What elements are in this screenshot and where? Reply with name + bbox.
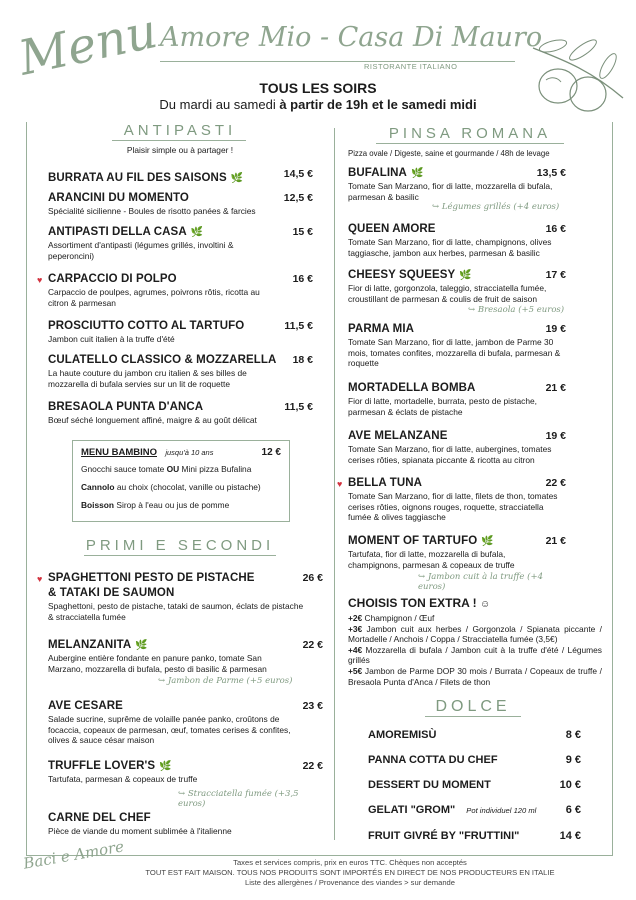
item-description: Tomate San Marzano, fior di latte, filets de thon, tomates cerises rôties, oignons rouges, roquette, stracciatella fumée & olives taggiasche xyxy=(348,491,558,523)
schedule-title: TOUS LES SOIRS xyxy=(259,80,377,96)
primi-item-carne-del-chef xyxy=(48,812,323,837)
item-name: BURRATA AU FIL DES SAISONS xyxy=(48,172,227,184)
item-price: 19 € xyxy=(545,323,566,335)
kids-dessert-text: au choix (chocolat, vanille ou pistache) xyxy=(114,482,261,492)
item-description: La haute couture du jambon cru italien & ses billes de mozzarella di bufala servies sur un lit de roquette xyxy=(48,368,247,389)
item-name: CARPACCIO DI POLPO xyxy=(48,273,177,285)
antipasti-title: ANTIPASTI xyxy=(123,122,237,139)
item-name xyxy=(348,269,566,281)
leaf-icon: 🌿 xyxy=(459,270,472,281)
item-price: 16 € xyxy=(545,223,566,235)
primi-title-underline xyxy=(84,555,276,556)
leaf-icon: 🌿 xyxy=(159,761,172,772)
item-price: 16 € xyxy=(292,273,313,285)
dolce-title: DOLCE xyxy=(435,698,511,715)
item-description: Tomate San Marzano, fior di latte, aubergines, tomates cerises rôties, spianata piccante & ricotta au citron xyxy=(348,444,552,465)
footer-signature: Baci e Amore xyxy=(22,837,126,873)
primi-item-melanzanita xyxy=(48,639,323,686)
item-description: Spécialité sicilienne - Boules de risotto panées & farcies xyxy=(48,206,256,216)
extras-text: Mozzarella di bufala / Jambon cuit à la truffe d'été / Légumes grillés xyxy=(348,644,602,666)
kids-menu-age: jusqu'à 10 ans xyxy=(165,448,214,457)
pinsa-item-cheesy-squeesy xyxy=(348,269,566,315)
item-name: PARMA MIA xyxy=(348,323,415,335)
extras-title-text: CHOISIS TON EXTRA ! xyxy=(348,596,477,610)
pinsa-item-mortadella-bomba xyxy=(348,382,566,417)
item-price: 18 € xyxy=(292,354,313,366)
item-name: PANNA COTTA DU CHEF xyxy=(368,754,498,766)
kids-menu-title: MENU BAMBINO xyxy=(81,447,157,458)
item-price: 6 € xyxy=(565,804,581,816)
pinsa-intro: Pizza ovale / Digeste, saine et gourmande / 48h de levage xyxy=(348,149,550,158)
right-border-line xyxy=(612,122,613,856)
item-extra-note: ↪ Jambon cuit à la truffe (+4 euros) xyxy=(418,572,543,593)
extras-price: +4€ xyxy=(348,644,363,655)
item-subtext: Pot individuel 120 ml xyxy=(466,806,537,815)
extras-line xyxy=(348,613,602,624)
item-name: AMOREMISÙ xyxy=(368,729,437,741)
item-price: 10 € xyxy=(559,779,581,791)
item-description: Fior di latte, gorgonzola, taleggio, stracciatella fumée, croustillant de parmesan & coulis de fruit de saison xyxy=(348,283,547,304)
item-price: 19 € xyxy=(545,430,566,442)
item-description: Salade sucrine, suprême de volaille panée panko, croûtons de focaccia, copeaux de parmesan, œuf, tomates cerises & confites, olives & sauce césar maison xyxy=(48,714,291,746)
footer-homemade-note: TOUT EST FAIT MAISON. TOUS NOS PRODUITS SONT IMPORTÉS EN DIRECT DE NOS PRODUCTEURS EN ITALIE xyxy=(145,868,555,877)
item-name xyxy=(348,535,566,547)
item-name xyxy=(48,639,323,651)
heart-icon: ♥ xyxy=(37,574,43,584)
extras-title xyxy=(348,596,602,610)
item-price: 12,5 € xyxy=(283,192,313,204)
item-name: SPAGHETTONI PESTO DE PISTACHE xyxy=(48,572,255,584)
heart-icon: ♥ xyxy=(37,275,43,285)
item-name-text: MOMENT OF TARTUFO xyxy=(348,535,478,547)
pinsa-item-ave-melanzane xyxy=(348,430,566,465)
item-name: CARNE DEL CHEF xyxy=(48,812,151,824)
kids-menu-price: 12 € xyxy=(261,447,281,458)
item-name-text: MELANZANITA xyxy=(48,639,132,651)
primi-item-spaghettoni xyxy=(37,572,323,622)
item-price: 8 € xyxy=(565,729,581,741)
item-name: ARANCINI DU MOMENTO xyxy=(48,192,189,204)
heart-icon: ♥ xyxy=(337,479,343,489)
leaf-icon: 🌿 xyxy=(410,168,424,179)
item-price: 22 € xyxy=(545,477,566,489)
antipasti-intro: Plaisir simple ou à partager ! xyxy=(126,145,234,155)
item-name xyxy=(348,167,566,179)
extras-line xyxy=(348,666,602,687)
item-name-text: CHEESY SQUEESY xyxy=(348,269,456,281)
item-extra-note: ↪ Stracciatella fumée (+3,5 euros) xyxy=(178,788,299,809)
kids-menu-line-drink xyxy=(81,500,281,510)
item-price: 11,5 € xyxy=(284,401,313,413)
primi-item-ave-cesare xyxy=(48,700,323,746)
extras-line xyxy=(348,645,602,666)
pinsa-title-underline xyxy=(376,143,564,144)
leaf-icon: 🌿 xyxy=(230,173,244,184)
leaf-icon: 🌿 xyxy=(190,227,204,238)
item-description: Fior di latte, mortadelle, burrata, pesto de pistache, parmesan & éclats de pistache xyxy=(348,396,538,417)
item-extra-note-text: Jambon de Parme (+5 euros) xyxy=(167,676,293,687)
schedule-days: Du mardi au samedi xyxy=(159,97,280,112)
item-extra-note: ↪ Légumes grillés (+4 euros) xyxy=(432,202,560,213)
item-name: BELLA TUNA xyxy=(348,477,423,489)
extras-text: Champignon / Œuf xyxy=(362,613,435,623)
antipasti-item-burrata xyxy=(48,168,313,186)
antipasti-item-arancini xyxy=(48,192,313,217)
item-extra-note-text: Légumes grillés (+4 euros) xyxy=(441,202,560,213)
left-border-line xyxy=(26,122,27,856)
pinsa-item-moment-of-tartufo xyxy=(348,535,566,592)
primi-item-truffle-lovers xyxy=(48,760,323,809)
item-price: 21 € xyxy=(545,535,566,547)
item-description: Pièce de viande du moment sublimée à l'italienne xyxy=(48,826,232,836)
item-description: Tartufata, parmesan & copeaux de truffe xyxy=(48,774,198,784)
kids-main-alt: Mini pizza Bufalina xyxy=(179,464,252,474)
item-name xyxy=(48,760,323,772)
item-description: Bœuf séché longuement affiné, maigre & au goût délicat xyxy=(48,415,257,425)
antipasti-item-prosciutto xyxy=(48,320,313,345)
item-description: Spaghettoni, pesto de pistache, tataki de saumon, éclats de pistache & stracciatella fumée xyxy=(48,601,304,622)
column-divider xyxy=(334,128,335,840)
kids-menu-line-dessert xyxy=(81,482,281,492)
item-price: 14 € xyxy=(559,830,581,842)
item-price: 22 € xyxy=(302,760,323,772)
extras-box xyxy=(348,596,602,687)
item-name-line2: & TATAKI DE SAUMON xyxy=(48,587,175,599)
item-price: 23 € xyxy=(302,700,323,712)
item-extra-note: ↪ Jambon de Parme (+5 euros) xyxy=(158,676,293,687)
brand-subtitle: RISTORANTE ITALIANO xyxy=(364,62,458,71)
item-description: Tomate San Marzano, fior di latte, mozzarella di bufala, parmesan & basilic xyxy=(348,181,553,202)
item-price: 9 € xyxy=(565,754,581,766)
item-price: 22 € xyxy=(302,639,323,651)
brand-name: Amore Mio - Casa Di Mauro xyxy=(160,22,543,53)
item-name: GELATI "GROM" xyxy=(368,804,456,816)
kids-main-text: Gnocchi sauce tomate xyxy=(81,464,167,474)
schedule-hours: à partir de 19h et le samedi midi xyxy=(279,97,477,112)
item-name: BRESAOLA PUNTA D'ANCA xyxy=(48,401,204,413)
kids-menu-line-main xyxy=(81,464,281,474)
item-description: Tomate San Marzano, fior di latte, champignons, olives taggiasche, jambon aux herbes, parmesan & basilic xyxy=(348,237,552,258)
item-description: Jambon cuit italien à la truffe d'été xyxy=(48,334,175,344)
pinsa-title: PINSA ROMANA xyxy=(388,125,552,142)
item-name-text: TRUFFLE LOVER'S xyxy=(48,760,156,772)
footer-allergens-note: Liste des allergènes / Provenance des viandes > sur demande xyxy=(244,878,455,887)
leaf-icon: 🌿 xyxy=(135,640,148,651)
antipasti-title-underline xyxy=(112,140,246,141)
footer-taxes-note: Taxes et services compris, prix en euros TTC. Chèques non acceptés xyxy=(233,858,467,867)
dolce-item-fruit-givre xyxy=(368,830,581,842)
extras-text: Jambon de Parme DOP 30 mois / Burrata / Copeaux de truffe / Bresaola Punta d'Anca / Filets de thon xyxy=(348,665,602,687)
leaf-icon: 🌿 xyxy=(481,536,494,547)
primi-title: PRIMI E SECONDI xyxy=(85,537,275,554)
dolce-item-gelati xyxy=(368,804,581,816)
item-extra-note-text: Jambon cuit à la truffe (+4 euros) xyxy=(418,572,543,593)
pinsa-item-parma-mia xyxy=(348,323,566,369)
item-description: Carpaccio de poulpes, agrumes, poivrons rôtis, ricotta au citron & parmesan xyxy=(48,287,260,308)
item-price: 17 € xyxy=(545,269,566,281)
kids-main-or: OU xyxy=(166,464,180,474)
item-price: 13,5 € xyxy=(536,167,566,179)
item-name: AVE CESARE xyxy=(48,700,123,712)
item-name: CULATELLO CLASSICO & MOZZARELLA xyxy=(48,354,277,366)
smile-icon: ☺ xyxy=(480,599,491,610)
antipasti-item-della-casa xyxy=(48,226,313,261)
pinsa-item-bufalina xyxy=(348,167,566,212)
extras-text: Jambon cuit aux herbes / Gorgonzola / Spianata piccante / Mortadelle / Anchois / Coppa / Stracciatella fumée (3,5€) xyxy=(348,623,602,645)
menu-script-title: Menu xyxy=(14,3,162,87)
item-name: DESSERT DU MOMENT xyxy=(368,779,491,791)
item-price: 26 € xyxy=(302,572,323,584)
item-description: Tomate San Marzano, fior di latte, jambon de Parme 30 mois, tomates confites, mozzarella di bufala, parmesan & roquette xyxy=(348,337,561,369)
item-name: MORTADELLA BOMBA xyxy=(348,382,476,394)
dolce-item-dessert-du-moment xyxy=(368,779,581,791)
item-description: Assortiment d'antipasti (légumes grillés, involtini & peperoncini) xyxy=(48,240,234,261)
item-name-text: ANTIPASTI DELLA CASA xyxy=(48,226,187,238)
item-name: FRUIT GIVRÉ BY "FRUTTINI" xyxy=(368,830,520,842)
item-name: PROSCIUTTO COTTO AL TARTUFO xyxy=(48,320,245,332)
extras-line xyxy=(348,624,602,645)
item-extra-note-text: Stracciatella fumée (+3,5 euros) xyxy=(178,788,299,809)
item-name: AVE MELANZANE xyxy=(348,430,448,442)
extras-price: +5€ xyxy=(348,665,363,676)
pinsa-item-bella-tuna xyxy=(337,477,566,523)
pinsa-item-queen-amore xyxy=(348,223,566,258)
item-price: 14,5 € xyxy=(283,168,313,180)
item-price: 21 € xyxy=(545,382,566,394)
kids-drink-label: Boisson xyxy=(81,500,115,510)
brand-underline xyxy=(160,61,515,62)
item-name xyxy=(48,226,313,238)
item-description: Tartufata, fior di latte, mozzarella di bufala, champignons, parmesan & copeaux de truffe xyxy=(348,549,515,570)
item-price: 11,5 € xyxy=(284,320,313,332)
antipasti-item-culatello xyxy=(48,354,313,389)
dolce-title-underline xyxy=(425,716,521,717)
antipasti-item-bresaola xyxy=(48,401,313,426)
item-extra-note: ↪ Bresaola (+5 euros) xyxy=(468,305,565,316)
item-description: Aubergine entière fondante en panure panko, tomate San Marzano, mozzarella di bufala, pesto di basilic & parmesan xyxy=(48,653,267,674)
item-price: 15 € xyxy=(292,226,313,238)
item-name-text: BUFALINA xyxy=(348,167,407,179)
kids-menu-box xyxy=(72,440,290,522)
dolce-item-amoremisu xyxy=(368,729,581,741)
extras-price: +2€ xyxy=(348,613,363,623)
extras-price: +3€ xyxy=(348,623,363,634)
item-extra-note-text: Bresaola (+5 euros) xyxy=(477,305,565,316)
dolce-item-panna-cotta xyxy=(368,754,581,766)
kids-drink-text: Sirop à l'eau ou jus de pomme xyxy=(114,500,230,510)
schedule-line xyxy=(0,97,636,112)
antipasti-item-carpaccio xyxy=(37,273,313,308)
item-name: QUEEN AMORE xyxy=(348,223,436,235)
kids-dessert-label: Cannolo xyxy=(81,482,115,492)
